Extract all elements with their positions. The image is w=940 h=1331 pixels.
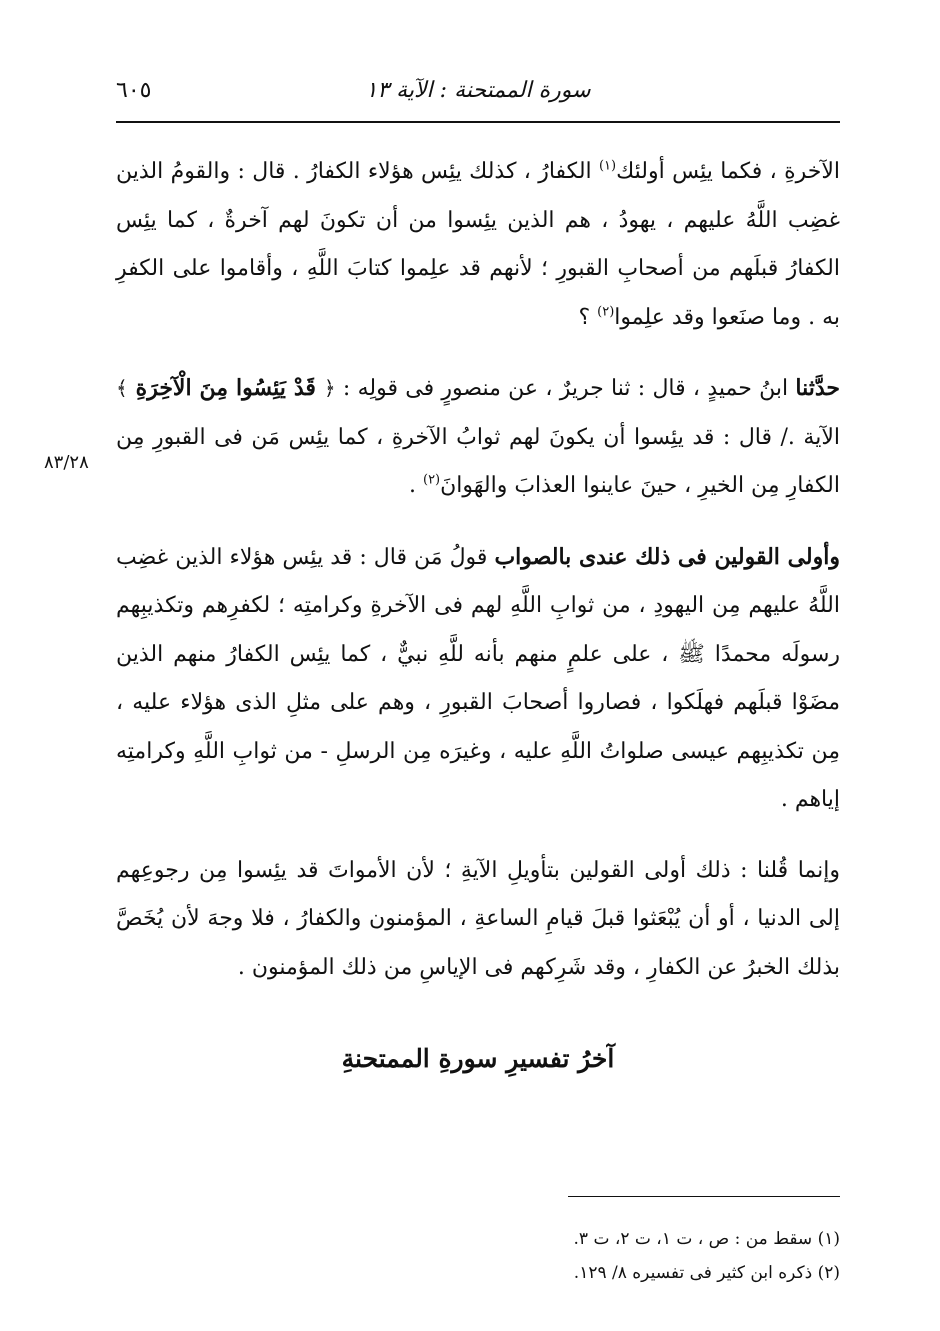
paragraph-2-text-b: الآية ./ قال : قد يئِسوا أن يكونَ لهم ثوابُ الآخرةِ ، كما يئِس مَن فى القبورِ مِن الكفارِ مِن الخيرِ ، حينَ عاينوا العذابَ والهَوانَ — [116, 424, 840, 498]
paragraph-1 — [116, 148, 840, 342]
footnotes — [116, 1222, 840, 1290]
main-text — [116, 148, 840, 992]
margin-volume-page-note: ٨٣/٢٨ — [44, 452, 89, 473]
paragraph-2 — [116, 364, 840, 511]
footnote-2: (٢) ذكره ابن كثير فى تفسيره ٨/ ١٢٩. — [573, 1263, 840, 1283]
paragraph-1-text-a: الآخرةِ ، فكما يئِس أولئك — [616, 159, 840, 184]
page-number: ٦٠٥ — [116, 78, 152, 103]
footnote-rule — [568, 1196, 840, 1197]
paragraph-3-lead: وأولى القولين فى ذلك عندى بالصواب — [494, 543, 840, 570]
header-rule — [116, 121, 840, 123]
footnote-1: (١) سقط من : ص ، ت ١، ت ٢، ت ٣. — [573, 1229, 840, 1249]
footnote-ref-2: (٢) — [597, 304, 615, 320]
paragraph-3 — [116, 533, 840, 825]
page-header — [116, 70, 840, 118]
quran-open-bracket: ﴿ — [323, 376, 336, 400]
running-title: سورة الممتحنة : الآية ١٣ — [365, 78, 591, 103]
footnote-ref-1: (١) — [598, 158, 617, 174]
paragraph-1-text-c: ؟ — [578, 304, 598, 330]
paragraph-2-text-a: ابنُ حميدٍ ، قال : ثنا جريرٌ ، عن منصورٍ فى قولِه : — [335, 376, 796, 401]
closing-title: آخرُ تفسيرِ سورةِ الممتحنةِ — [341, 1044, 615, 1073]
paragraph-3-text: قولُ مَن قال : قد يئِس هؤلاء الذين غضِب اللَّهُ عليهم مِن اليهودِ ، من ثوابِ اللَّهِ لهم فى الآخرةِ وكرامتِه ؛ لكفرِهم وتكذيبِهم رسولَه محمدًا ﷺ ، على علمٍ منهم بأنه للَّهِ نبيٌّ ، كما يئِس الكفارُ منهم الذين مضَوْا قبلَهم فهلَكوا ، فصاروا أصحابَ القبورِ ، وهم على مثلِ الذى هؤلاء عليه ، مِن تكذيبِهم عيسى صلواتُ اللَّهِ عليه ، وغيرَه مِن الرسلِ - من ثوابِ اللَّهِ وكرامتِه إياهم . — [116, 544, 840, 812]
quran-quote: قَدْ يَئِسُوا مِنَ الْآخِرَةِ — [127, 375, 324, 401]
paragraph-2-text-c: . — [408, 473, 423, 498]
paragraph-4: وإنما قُلنا : ذلك أولى القولين بتأويلِ الآيةِ ؛ لأن الأمواتَ قد يئِسوا مِن رجوعِهم إلى الدنيا ، أو أن يُبْعَثوا قبلَ قيامِ الساعةِ ، المؤمنون والكفارُ ، فلا وجهَ لأن يُخَصَّ بذلك الخبرُ عن الكفارِ ، وقد شَرِكهم فى الإياسِ من ذلك المؤمنون . — [116, 857, 840, 980]
footnote-ref-3: (٢) — [422, 472, 441, 488]
paragraph-1-text-b: الكفارُ ، كذلك يئِس هؤلاء الكفارُ . قال : والقومُ الذين غضِب اللَّهُ عليهم ، يهودُ ، هم الذين يئِسوا من أن تكونَ لهم آخرةٌ ، كما يئِس الكفارُ قبلَهم من أصحابِ القبورِ ؛ لأنهم قد علِموا كتابَ اللَّهِ ، وأقاموا على الكفرِ به . وما صنَعوا وقد علِموا — [116, 159, 840, 330]
quran-close-bracket: ﴾ — [116, 376, 128, 400]
paragraph-2-lead: حدَّثنا — [795, 375, 841, 401]
